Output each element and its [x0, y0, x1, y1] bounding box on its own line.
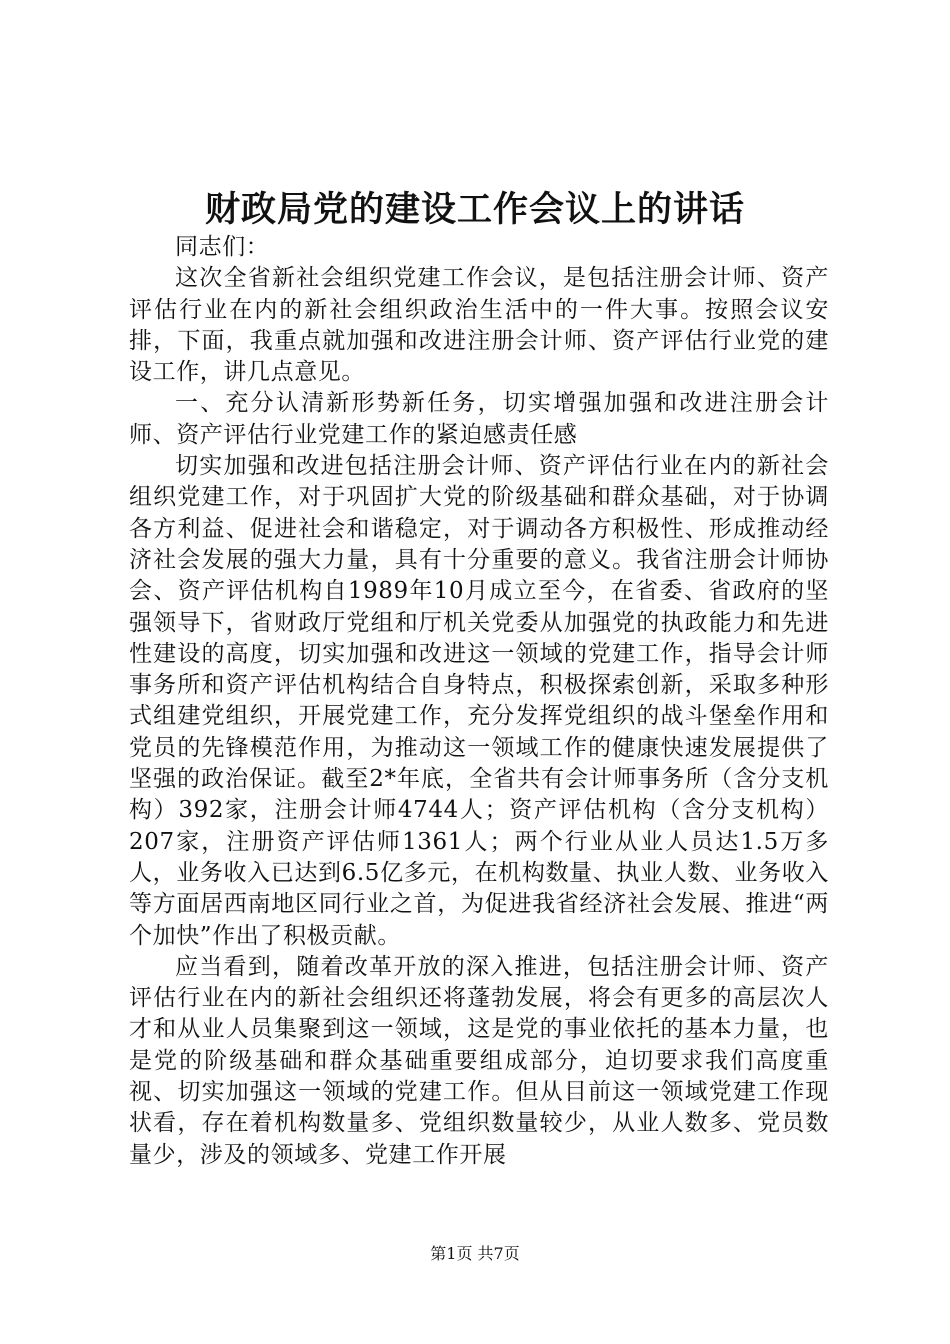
body-paragraph: 切实加强和改进包括注册会计师、资产评估行业在内的新社会组织党建工作，对于巩固扩大党的阶级基础和群众基础，对于协调各方利益、促进社会和谐稳定，对于调动各方积极性、形成推动经济社会发展的强大力量，具有十分重要的意义。我省注册会计师协会、资产评估机构自1989年10月成立至今，在省委、省政府的坚强领导下，省财政厅党组和厅机关党委从加强党的执政能力和先进性建设的高度，切实加强和改进这一领域的党建工作，指导会计师事务所和资产评估机构结合自身特点，积极探索创新，采取多种形式组建党组织，开展党建工作，充分发挥党组织的战斗堡垒作用和党员的先锋模范作用，为推动这一领域工作的健康快速发展提供了坚强的政治保证。截至2*年底，全省共有会计师事务所（含分支机构）392家，注册会计师4744人；资产评估机构（含分支机构）207家，注册资产评估师1361人；两个行业从业人员达1.5万多人，业务收入已达到6.5亿多元，在机构数量、执业人数、业务收入等方面居西南地区同行业之首，为促进我省经济社会发展、推进“两个加快”作出了积极贡献。: [129, 453, 829, 949]
body-paragraph: 应当看到，随着改革开放的深入推进，包括注册会计师、资产评估行业在内的新社会组织还将蓬勃发展，将会有更多的高层次人才和从业人员集聚到这一领域，这是党的事业依托的基本力量，也是党的阶级基础和群众基础重要组成部分，迫切要求我们高度重视、切实加强这一领域的党建工作。但从目前这一领域党建工作现状看，存在着机构数量多、党组织数量较少，从业人数多、党员数量少，涉及的领域多、党建工作开展: [129, 953, 829, 1168]
salutation-paragraph: 同志们：: [175, 234, 270, 260]
section-heading-paragraph: 一、充分认清新形势新任务，切实增强加强和改进注册会计师、资产评估行业党建工作的紧迫感责任感: [129, 390, 829, 448]
intro-paragraph: 这次全省新社会组织党建工作会议，是包括注册会计师、资产评估行业在内的新社会组织政治生活中的一件大事。按照会议安排，下面，我重点就加强和改进注册会计师、资产评估行业党的建设工作，讲几点意见。: [129, 265, 829, 386]
page-number-footer: 第1页 共7页: [430, 1244, 520, 1263]
document-body: [129, 232, 829, 1171]
document-title: 财政局党的建设工作会议上的讲话: [204, 189, 745, 230]
